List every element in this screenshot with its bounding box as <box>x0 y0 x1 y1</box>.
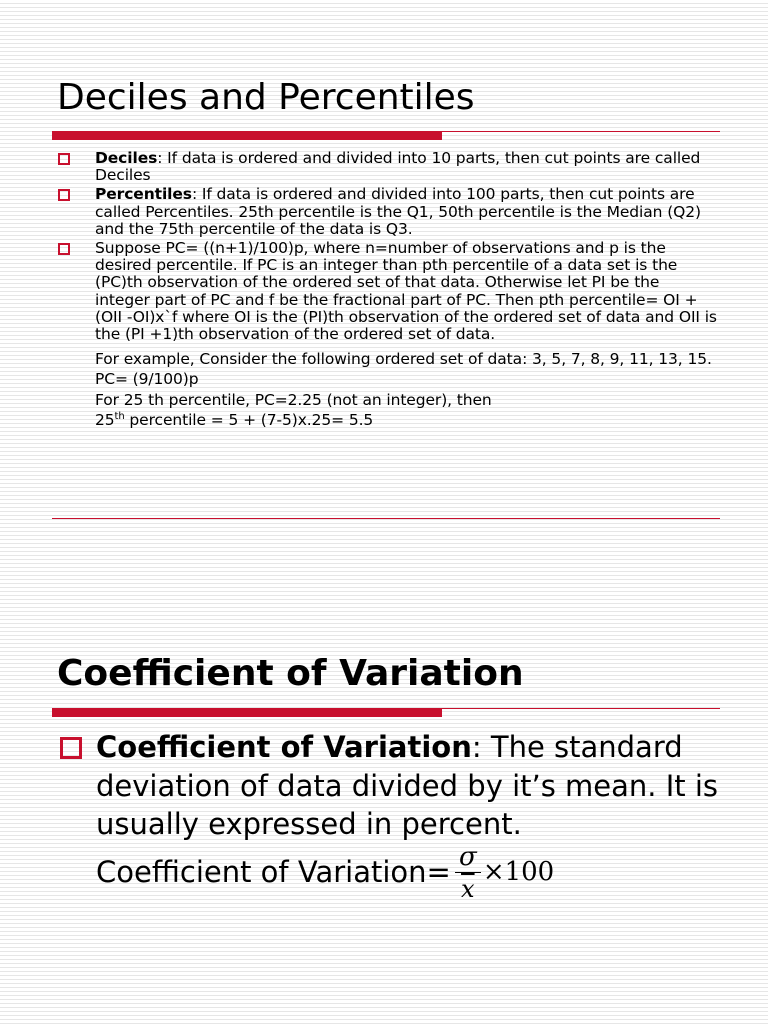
formula-label: Coefficient of Variation= <box>96 855 451 889</box>
ordinal-number: 25 <box>95 410 115 429</box>
slide-coefficient-of-variation <box>0 640 768 1024</box>
formula <box>96 841 758 903</box>
fraction-numerator-sigma: σ <box>458 841 477 872</box>
bullet-text: : The standard deviation of data divided by it’s mean. It is usually expressed in percent. <box>96 730 719 841</box>
list-item <box>58 240 718 343</box>
example-result-line <box>95 412 718 429</box>
bullet-list <box>58 150 718 429</box>
slide-title: Deciles and Percentiles <box>57 77 475 118</box>
title-underline-thick <box>52 131 442 140</box>
bullet-list <box>58 728 758 901</box>
title-underline-thin <box>52 708 720 709</box>
slide-bottom-divider <box>52 518 720 519</box>
term-deciles: Deciles <box>95 149 158 167</box>
term-coefficient-of-variation: Coefficient of Variation <box>96 730 472 764</box>
example-block <box>58 351 718 429</box>
result-text: percentile = 5 + (7-5)x.25= 5.5 <box>124 410 374 429</box>
formula-multiplier: ×100 <box>482 857 555 887</box>
square-bullet-icon <box>58 189 70 201</box>
list-item <box>58 186 718 238</box>
title-underline-thin <box>52 131 720 132</box>
title-underline-thick <box>52 708 442 717</box>
fraction-denominator-xbar: x <box>461 875 475 903</box>
square-bullet-icon <box>58 153 70 165</box>
bullet-text: : If data is ordered and divided into 100 parts, then cut points are called Percentiles. 25th percentile is the Q1, 50th percentile is the Median (Q2) and the 75th percentile of the data is Q3. <box>95 185 701 238</box>
fraction <box>455 841 481 903</box>
example-line: PC= (9/100)p <box>95 370 199 389</box>
list-item <box>58 150 718 184</box>
ordinal-suffix: th <box>114 410 125 422</box>
example-line: For example, Consider the following ordered set of data: 3, 5, 7, 8, 9, 11, 13, 15. <box>95 350 712 369</box>
bullet-text: Suppose PC= ((n+1)/100)p, where n=number of observations and p is the desired percentile. If PC is an integer than pth percentile of a data set is the (PC)th observation of the ordered set of that data. Otherwise let PI be the integer part of PC and f be the fractional part of PC. Then pth percentile= OI + (OII -OI)x`f where OI is the (PI)th observation of the ordered set of data and OII is the (PI +1)th observation of the ordered set of data. <box>95 239 717 344</box>
bullet-text: : If data is ordered and divided into 10 parts, then cut points are called Deciles <box>95 149 701 185</box>
square-bullet-icon <box>60 737 82 759</box>
slide-title: Coefficient of Variation <box>57 653 524 694</box>
term-percentiles: Percentiles <box>95 185 192 204</box>
square-bullet-icon <box>58 243 70 255</box>
list-item <box>58 728 758 901</box>
example-line: For 25 th percentile, PC=2.25 (not an integer), then <box>95 390 492 409</box>
